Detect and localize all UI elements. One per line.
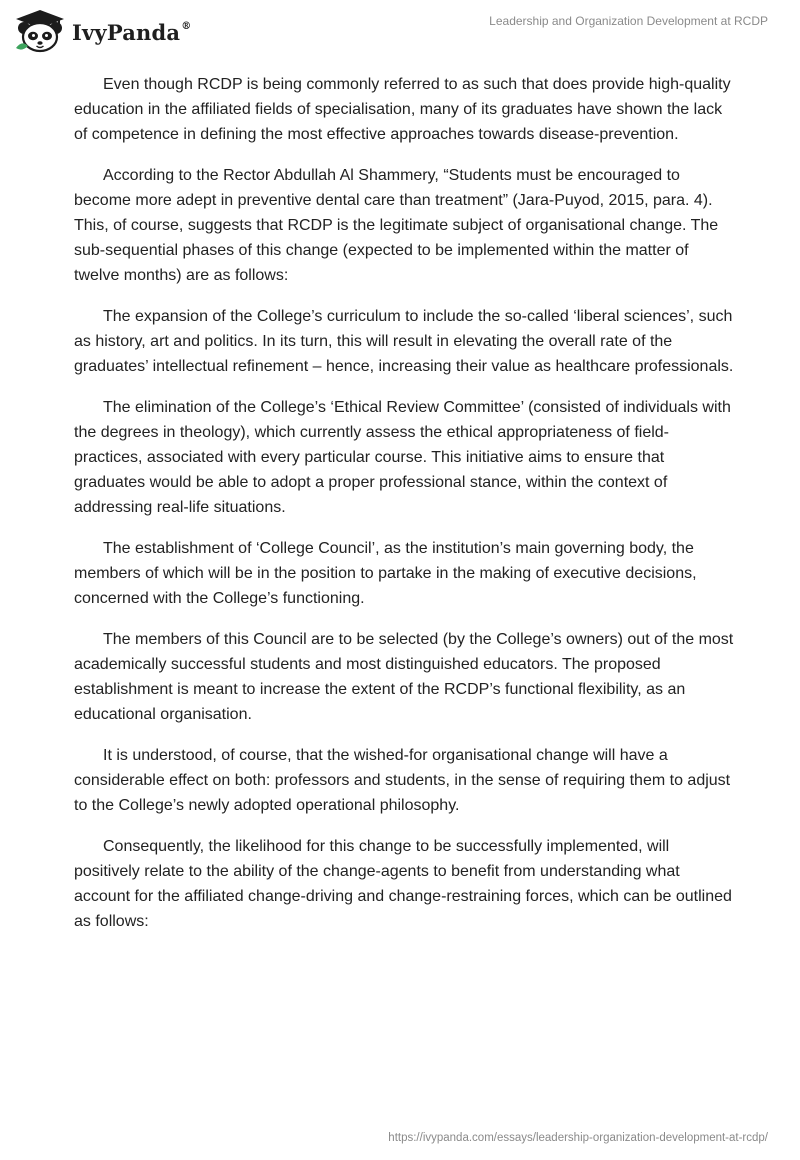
paragraph: The expansion of the College’s curriculum to include the so-called ‘liberal sciences’, such as history, art and politics. In its turn, this will result in elevating the overall rate of the graduates’ intellectual refinement – hence, increasing their value as healthcare professionals.: [74, 308, 734, 375]
source-url-link[interactable]: https://ivypanda.com/essays/leadership-organization-development-at-rcdp/: [388, 1132, 768, 1144]
paragraph: Even though RCDP is being commonly referred to as such that does provide high-quality education in the affiliated fields of specialisation, many of its graduates have shown the lack of competence in defining the most effective approaches towards disease-prevention.: [74, 76, 731, 143]
paragraph: Consequently, the likelihood for this change to be successfully implemented, will positively relate to the ability of the change-agents to benefit from understanding what account for the affiliated change-driving and change-restraining forces, which can be outlined as follows:: [74, 838, 732, 930]
essay-content: [74, 72, 734, 950]
paragraph: The members of this Council are to be selected (by the College’s owners) out of the most academically successful students and most distinguished educators. The proposed establishment is meant to increase the extent of the RCDP’s functional flexibility, as an educational organisation.: [74, 631, 734, 723]
paragraph: The elimination of the College’s ‘Ethical Review Committee’ (consisted of individuals with the degrees in theology), which currently assess the ethical appropriateness of field-practices, associated with every particular course. This initiative aims to ensure that graduates would be able to adopt a proper professional stance, within the context of addressing real-life situations.: [74, 399, 731, 516]
brand-name: IvyPanda®: [72, 19, 192, 45]
page-header: [0, 0, 800, 60]
paragraph: According to the Rector Abdullah Al Shammery, “Students must be encouraged to become more adept in preventive dental care than treatment” (Jara-Puyod, 2015, para. 4). This, of course, suggests that RCDP is the legitimate subject of organisational change. The sub-sequential phases of this change (expected to be implemented within the matter of twelve months) are as follows:: [74, 167, 719, 284]
panda-graduate-icon: [14, 8, 66, 54]
document-title: Leadership and Organization Development at RCDP: [489, 14, 768, 28]
ivypanda-logo[interactable]: [14, 8, 191, 54]
paragraph: The establishment of ‘College Council’, as the institution’s main governing body, the members of which will be in the position to partake in the making of executive decisions, concerned with the College’s functioning.: [74, 540, 697, 607]
registered-mark: ®: [181, 20, 192, 32]
paragraph: It is understood, of course, that the wished-for organisational change will have a considerable effect on both: professors and students, in the sense of requiring them to adjust to the College’s newly adopted operational philosophy.: [74, 747, 731, 814]
